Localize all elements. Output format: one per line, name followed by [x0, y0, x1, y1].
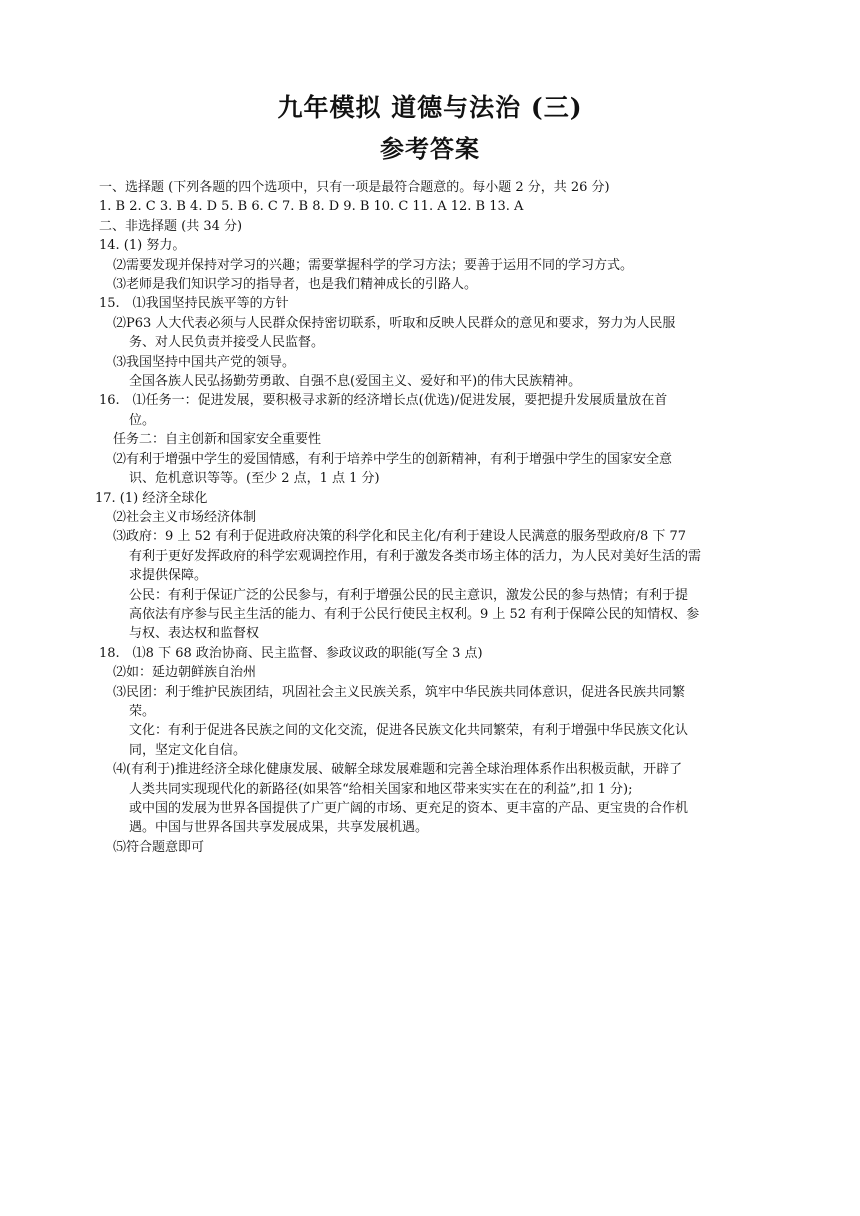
q18-line: 荣。 — [129, 703, 156, 719]
q16-line: 识、危机意识等等。(至少 2 点，1 点 1 分) — [129, 471, 380, 487]
q17-line: 与权、表达权和监督权 — [129, 626, 260, 642]
q17-line: ⑵社会主义市场经济体制 — [113, 509, 257, 525]
q16-line: ⑵有利于增强中学生的爱国情感，有利于培养中学生的创新精神，有利于增强中学生的国家安全意 — [113, 451, 673, 467]
section1-answers: 1. B 2. C 3. B 4. D 5. B 6. C 7. B 8. D 9. B 10. C 11. A 12. B 13. A — [99, 199, 524, 215]
q17-line: 求提供保障。 — [129, 568, 208, 584]
q18-line: 18. ⑴8 下 68 政治协商、民主监督、参政议政的职能(写全 3 点) — [99, 645, 483, 661]
q15-line: ⑶我国坚持中国共产党的领导。 — [113, 354, 296, 370]
section2-heading: 二、非选择题 (共 34 分) — [99, 218, 243, 234]
q18-line: ⑵如：延边朝鲜族自治州 — [113, 665, 257, 681]
q15-line: ⑵P63 人大代表必须与人民群众保持密切联系，听取和反映人民群众的意见和要求，努力为人民服 — [113, 315, 676, 331]
q18-line: ⑶民团：利于维护民族团结，巩固社会主义民族关系，筑牢中华民族共同体意识，促进各民族共同繁 — [113, 684, 686, 700]
q18-line: 或中国的发展为世界各国提供了广更广阔的市场、更充足的资本、更丰富的产品、更宝贵的合作机 — [129, 801, 689, 816]
q14-line: ⑶老师是我们知识学习的指导者，也是我们精神成长的引路人。 — [113, 277, 478, 293]
q14-line: 14. (1) 努力。 — [99, 238, 186, 254]
q18-line: 人类共同实现现代化的新路径(如果答“给相关国家和地区带来实实在在的利益”,扣 1 分); — [129, 781, 633, 797]
q17-line: 有利于更好发挥政府的科学宏观调控作用，有利于激发各类市场主体的活力，为人民对美好生活的需 — [129, 548, 702, 564]
q17-line: 高依法有序参与民主生活的能力、有利于公民行使民主权利。9 上 52 有利于保障公民的知情权、参 — [129, 606, 700, 622]
q16-line: 任务二：自主创新和国家安全重要性 — [113, 432, 322, 448]
q17-line: ⑶政府：9 上 52 有利于促进政府决策的科学化和民主化/有利于建设人民满意的服务型政府/8 下 77 — [113, 529, 687, 545]
q14-line: ⑵需要发现并保持对学习的兴趣；需要掌握科学的学习方法；要善于运用不同的学习方式。 — [113, 257, 634, 273]
q16-line: 位。 — [129, 412, 156, 428]
q18-line: 遇。中国与世界各国共享发展成果，共享发展机遇。 — [129, 820, 429, 836]
q18-line: ⑸符合题意即可 — [113, 839, 205, 855]
page-title: 九年模拟 道德与法治 (三) — [277, 93, 583, 122]
q17-line: 17. (1) 经济全球化 — [95, 490, 208, 506]
q18-line: 文化：有利于促进各民族之间的文化交流，促进各民族文化共同繁荣，有利于增强中华民族文化认 — [129, 723, 689, 739]
answer-body — [95, 178, 799, 857]
q15-line: 全国各族人民弘扬勤劳勇敢、自强不息(爱国主义、爱好和平)的伟大民族精神。 — [129, 374, 582, 390]
section1-heading: 一、选择题 (下列各题的四个选项中，只有一项是最符合题意的。每小题 2 分，共 26 分) — [99, 180, 610, 195]
q15-line: 务、对人民负责并接受人民监督。 — [129, 335, 325, 351]
page-subtitle: 参考答案 — [380, 134, 480, 163]
q18-line: 同，坚定文化自信。 — [129, 742, 247, 758]
q15-line: 15. ⑴我国坚持民族平等的方针 — [99, 296, 289, 312]
q17-line: 公民：有利于保证广泛的公民参与，有利于增强公民的民主意识，激发公民的参与热情；有利于提 — [129, 587, 689, 603]
q16-line: 16. ⑴任务一：促进发展，要积极寻求新的经济增长点(优选)/促进发展，要把提升发展质量放在首 — [99, 393, 668, 409]
q18-line: ⑷(有利于)推进经济全球化健康发展、破解全球发展难题和完善全球治理体系作出积极贡献，开辟了 — [113, 762, 683, 778]
